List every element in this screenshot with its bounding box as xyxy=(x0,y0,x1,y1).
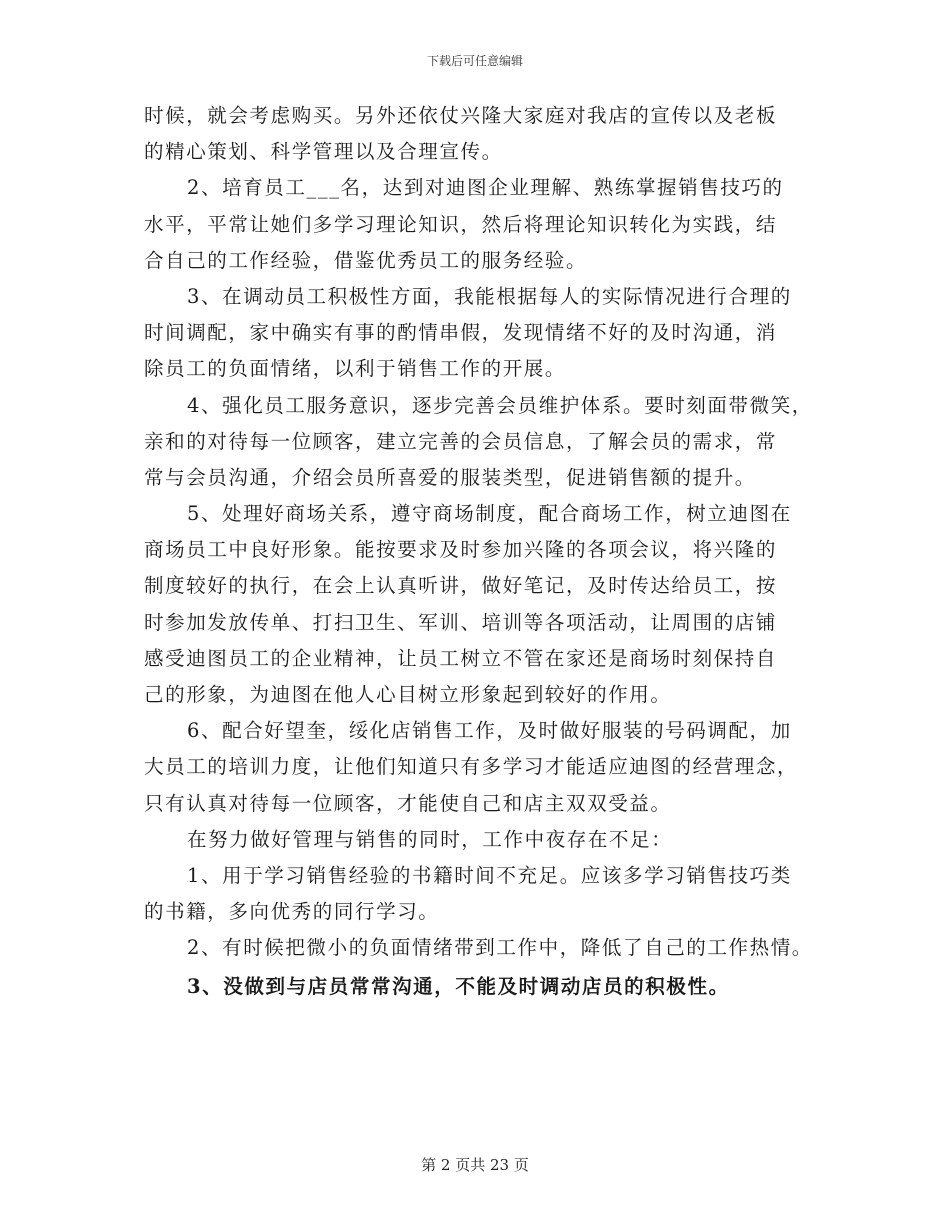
text-line: 水平，平常让她们多学习理论知识，然后将理论知识转化为实践，结 xyxy=(144,212,778,236)
text-line: 己的形象，为迪图在他人心目树立形象起到较好的作用。 xyxy=(144,683,672,706)
text-line: 感受迪图员工的企业精神，让员工树立不管在家还是商场时刻保持自 xyxy=(144,646,778,670)
text-line: 的书籍，多向优秀的同行学习。 xyxy=(144,900,440,924)
text-line: 3、没做到与店员常常沟通，不能及时调动店员的积极性。 xyxy=(187,974,730,998)
text-line: 3、在调动员工积极性方面，我能根据每人的实际情况进行合理的 xyxy=(187,284,792,308)
text-line: 常与会员沟通，介绍会员所喜爱的服装类型，促进销售额的提升。 xyxy=(144,465,756,489)
text-line: 5、处理好商场关系，遵守商场制度，配合商场工作，树立迪图在 xyxy=(187,502,792,526)
text-line: 的精心策划、科学管理以及合理宣传。 xyxy=(144,140,503,164)
text-line: 商场员工中良好形象。能按要求及时参加兴隆的各项会议，将兴隆的 xyxy=(144,538,778,562)
document-body xyxy=(144,98,834,1005)
text-line: 2、培育员工___名，达到对迪图企业理解、熟练掌握销售技巧的 xyxy=(187,176,784,200)
text-line: 时候，就会考虑购买。另外还依仗兴隆大家庭对我店的宣传以及老板 xyxy=(144,104,778,127)
text-line: 4、强化员工服务意识，逐步完善会员维护体系。要时刻面带微笑， xyxy=(187,393,813,417)
text-line: 时参加发放传单、打扫卫生、军训、培训等各项活动，让周围的店铺 xyxy=(144,610,778,634)
text-line: 亲和的对待每一位顾客，建立完善的会员信息，了解会员的需求，常 xyxy=(144,429,778,453)
text-line: 时间调配，家中确实有事的酌情串假，发现情绪不好的及时沟通，消 xyxy=(144,321,778,345)
page-header: 下载后可任意编辑 xyxy=(426,54,523,68)
text-line: 除员工的负面情绪，以利于销售工作的开展。 xyxy=(144,357,567,381)
text-line: 大员工的培训力度，让他们知道只有多学习才能适应迪图的经营理念， xyxy=(144,755,799,779)
text-line: 只有认真对待每一位顾客，才能使自己和店主双双受益。 xyxy=(144,791,672,815)
text-line: 1、用于学习销售经验的书籍时间不充足。应该多学习销售技巧类 xyxy=(187,863,792,887)
text-line: 合自己的工作经验，借鉴优秀员工的服务经验。 xyxy=(144,248,588,272)
text-line: 制度较好的执行，在会上认真听讲，做好笔记，及时传达给员工，按 xyxy=(144,574,778,598)
page-footer: 第 2 页共 23 页 xyxy=(421,1156,529,1174)
text-line: 2、有时候把微小的负面情绪带到工作中，降低了自己的工作热情。 xyxy=(187,936,813,960)
text-line: 在努力做好管理与销售的同时，工作中夜存在不足： xyxy=(187,827,673,851)
text-line: 6、配合好望奎，绥化店销售工作，及时做好服装的号码调配，加 xyxy=(187,719,792,743)
